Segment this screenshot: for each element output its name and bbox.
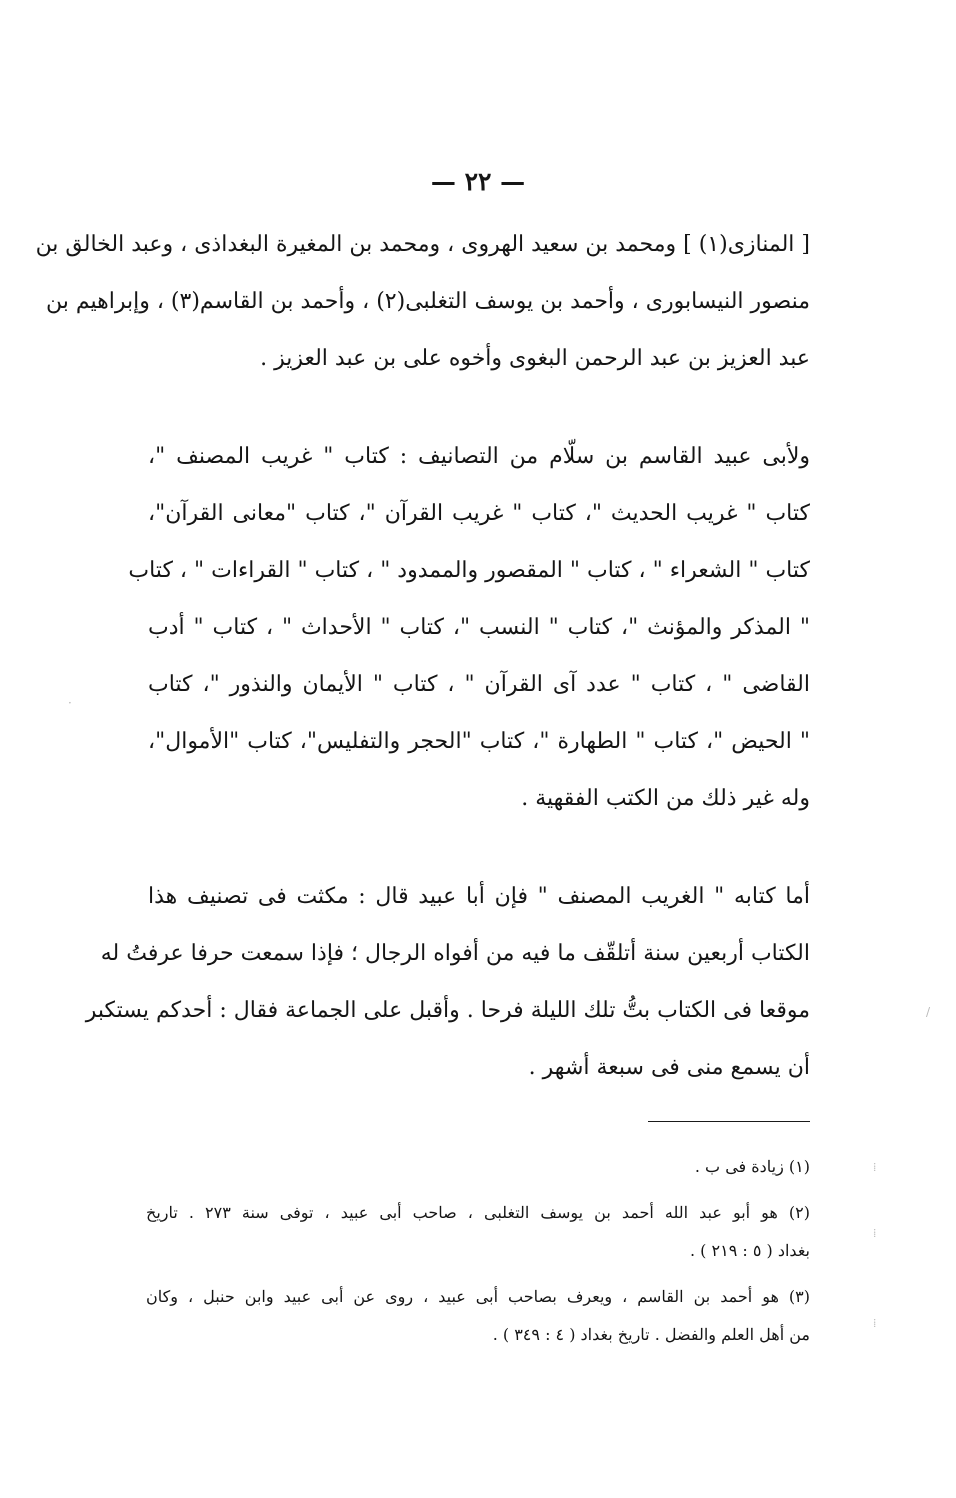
paragraph-line: أما كتابه " الغريب المصنف " فإن أبا عبيد قال : مكثت فى تصنيف هذا (148, 884, 810, 909)
footnote-line: (١) زيادة فى ب . (694, 1157, 810, 1176)
footnotes (146, 1148, 810, 1354)
footnote-line: بغداد ( ٥ : ٢١٩ ) . (690, 1241, 810, 1260)
scan-edge-mark: / (926, 1005, 931, 1019)
paragraph-line: موقعا فى الكتاب بتُّ تلك الليلة فرحا . وأقبل على الجماعة فقال : أحدكم يستكبر (85, 998, 810, 1023)
paragraph-line: عبد العزيز بن عبد الرحمن البغوى وأخوه على بن عبد العزيز . (260, 346, 810, 371)
scan-edge-mark: ⁞ (873, 1316, 877, 1330)
footnote-line: من أهل العلم والفضل . تاريخ بغداد ( ٤ : ٣٤٩ ) . (492, 1325, 810, 1344)
footnote-line: (٣) هو أحمد بن القاسم ، ويعرف بصاحب أبى عبيد ، روى عن أبى عبيد وابن حنبل ، وكان (146, 1287, 810, 1306)
footnote-line: (٢) هو أبو عبد الله أحمد بن يوسف التغلبى ، صاحب أبى عبيد ، توفى سنة ٢٧٣ . تاريخ (146, 1203, 811, 1222)
paragraph-line: كتاب " غريب الحديث "، كتاب " غريب القرآن "، كتاب "معانى القرآن"، (148, 501, 810, 526)
paragraph-works-list (128, 428, 810, 827)
paragraph-teachers-list (35, 216, 810, 387)
footnote-1 (146, 1148, 810, 1186)
paragraph-line: الكتاب أربعين سنة أتلقّف ما فيه من أفواه الرجال ؛ فإذا سمعت حرفا عرفتُ له (100, 941, 810, 966)
page-number: — ٢٢ — (430, 167, 526, 196)
paragraph-line: أن يسمع منى فى سبعة أشهر . (528, 1055, 810, 1080)
paragraph-line: " الحيض "، كتاب " الطهارة "، كتاب "الحجر والتفليس"، كتاب "الأموال"، (148, 729, 810, 754)
paragraph-line: [ المنازى(١) ] ومحمد بن سعيد الهروى ، ومحمد بن المغيرة البغداذى ، وعبد الخالق بن (35, 232, 810, 257)
scan-edge-mark: ⁞ (873, 1160, 877, 1174)
paragraph-line: منصور النيسابورى ، وأحمد بن يوسف التغلبى(٢) ، وأحمد بن القاسم(٣) ، وإبراهيم بن (45, 289, 810, 314)
footnote-separator (648, 1121, 810, 1122)
paragraph-line: " المذكر والمؤنث "، كتاب " النسب "، كتاب " الأحداث " ، كتاب " أدب (148, 615, 810, 640)
paragraph-line: وله غير ذلك من الكتب الفقهية . (521, 786, 810, 811)
scan-edge-mark: ⁞ (873, 1226, 877, 1240)
paragraph-gharib-musannaf (85, 868, 810, 1096)
paragraph-line: القاضى " ، كتاب " عدد آى القرآن " ، كتاب " الأيمان والنذور "، كتاب (148, 672, 810, 697)
footnote-2 (146, 1194, 810, 1270)
paragraph-line: ولأبى عبيد القاسم بن سلّام من التصانيف : كتاب " غريب المصنف "، (148, 444, 810, 469)
scan-edge-mark: · (68, 696, 72, 710)
paragraph-line: كتاب " الشعراء " ، كتاب " المقصور والممدود " ، كتاب " القراءات " ، كتاب (128, 558, 810, 583)
footnote-3 (146, 1278, 810, 1354)
